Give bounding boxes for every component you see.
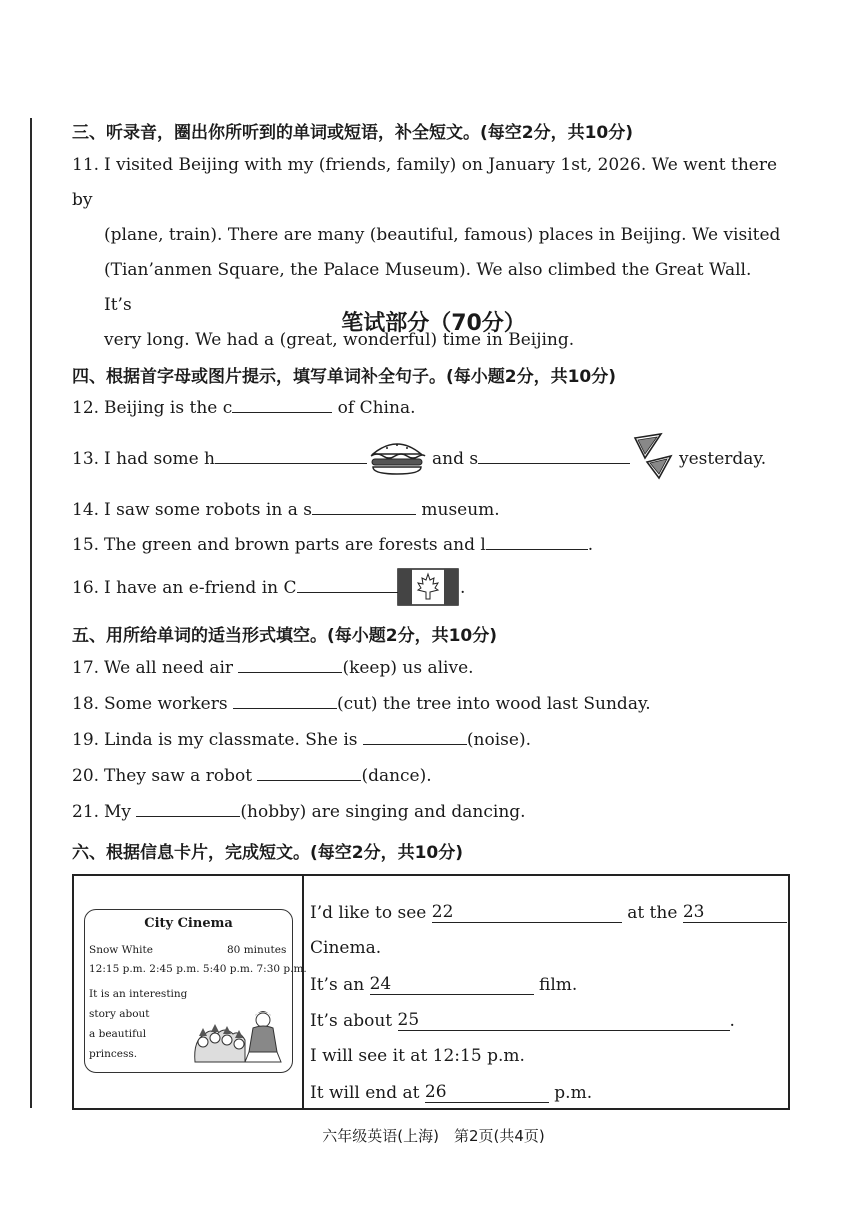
q16: [72, 578, 401, 598]
written-part-title: 笔试部分（70分）: [341, 311, 526, 336]
label-26: 26: [424, 1082, 447, 1102]
s3-text-b: film.: [538, 975, 578, 995]
cinema-info-card: [84, 909, 307, 1073]
q18-blank[interactable]: [233, 694, 337, 709]
q17-blank[interactable]: [238, 658, 342, 673]
table-divider: [302, 876, 304, 1108]
q15-blank[interactable]: [486, 535, 588, 550]
blank-23[interactable]: [683, 902, 787, 923]
q18-text-b: (cut) the tree into wood last Sunday.: [337, 694, 651, 714]
section4-heading: 四、根据首字母或图片提示，填写单词补全句子。(每小题2分，共10分): [72, 367, 617, 387]
card-duration: 80 minutes: [227, 944, 287, 956]
q16-number: 16.: [72, 578, 100, 598]
sandwich-icon: [631, 432, 675, 480]
q16-text-b: .: [460, 578, 466, 598]
q18-number: 18.: [72, 694, 100, 714]
info-card-table: [72, 874, 790, 1110]
q14-blank[interactable]: [312, 500, 416, 515]
card-film: Snow White: [89, 944, 153, 956]
q13-blank-2[interactable]: [478, 449, 630, 464]
q18-text-a: Some workers: [104, 694, 228, 714]
blank-22[interactable]: [432, 902, 622, 923]
s3-text-a: It’s an: [310, 975, 365, 995]
q11-number: 11.: [72, 155, 100, 175]
section5-heading: 五、用所给单词的适当形式填空。(每小题2分，共10分): [72, 626, 498, 646]
q17-text-a: We all need air: [104, 658, 234, 678]
card-desc-1: It is an interesting: [89, 988, 188, 1000]
s4-text-a: It’s about: [310, 1011, 393, 1031]
card-desc-4: princess.: [89, 1048, 138, 1060]
blank-26[interactable]: [425, 1082, 549, 1103]
q12-number: 12.: [72, 398, 100, 418]
q16-text-a: I have an e-friend in C: [104, 578, 297, 598]
q12: [72, 398, 415, 418]
q15: [72, 535, 593, 555]
s6-text-b: p.m.: [554, 1083, 593, 1103]
section6-heading: 六、根据信息卡片，完成短文。(每空2分，共10分): [72, 843, 464, 863]
margin-line: [30, 118, 32, 1108]
label-24: 24: [369, 974, 392, 994]
q20: [72, 766, 432, 786]
q13: [72, 449, 367, 469]
blank-24[interactable]: [370, 974, 534, 995]
q20-blank[interactable]: [257, 766, 361, 781]
q11-line-3: (Tian’anmen Square, the Palace Museum). We also climbed the Great Wall. It’s: [104, 260, 752, 315]
section3-heading: 三、听录音，圈出你所听到的单词或短语，补全短文。(每空2分，共10分): [72, 123, 634, 143]
s1-text-a: I’d like to see: [310, 903, 427, 923]
card-sentence-4: [310, 1010, 735, 1031]
q21-blank[interactable]: [136, 802, 240, 817]
q12-text-b: of China.: [337, 398, 416, 418]
q12-text-a: Beijing is the c: [104, 398, 233, 418]
q15-text-a: The green and brown parts are forests and l: [104, 535, 486, 555]
q17-number: 17.: [72, 658, 100, 678]
card-sentence-5: I will see it at 12:15 p.m.: [310, 1046, 525, 1066]
q21-number: 21.: [72, 802, 100, 822]
label-22: 22: [431, 902, 454, 922]
q11-line-1: [72, 148, 782, 218]
card-desc-2: story about: [89, 1008, 150, 1020]
card-sentence-3: [310, 974, 577, 995]
q13-text-b: and s: [432, 449, 479, 469]
card-sentence-1: [310, 902, 787, 923]
card-sentence-6: [310, 1082, 592, 1103]
q19: [72, 730, 531, 750]
blank-25[interactable]: [398, 1010, 730, 1031]
q20-number: 20.: [72, 766, 100, 786]
q20-text-a: They saw a robot: [104, 766, 253, 786]
q14-text-a: I saw some robots in a s: [104, 500, 312, 520]
canada-flag-icon: [397, 568, 459, 606]
card-times: 12:15 p.m. 2:45 p.m. 5:40 p.m. 7:30 p.m.: [89, 963, 307, 975]
q14: [72, 500, 500, 520]
q19-text-b: (noise).: [466, 730, 531, 750]
card-sentence-2: Cinema.: [310, 938, 382, 958]
hamburger-icon: [367, 438, 427, 476]
q13-text-a: I had some h: [104, 449, 215, 469]
snow-white-illustration: [185, 1000, 285, 1064]
q13-text-c: yesterday.: [679, 449, 767, 469]
q21-text-a: My: [104, 802, 132, 822]
q19-text-a: Linda is my classmate. She is: [104, 730, 358, 750]
q11-line-2: (plane, train). There are many (beautiful, famous) places in Beijing. We visited: [104, 225, 781, 245]
q20-text-b: (dance).: [361, 766, 432, 786]
label-25: 25: [397, 1010, 420, 1030]
q14-number: 14.: [72, 500, 100, 520]
q12-blank[interactable]: [232, 398, 332, 413]
q21-text-b: (hobby) are singing and dancing.: [240, 802, 526, 822]
q21: [72, 802, 526, 822]
q13-blank-1[interactable]: [215, 449, 367, 464]
q13-part-2: [432, 449, 630, 469]
q19-number: 19.: [72, 730, 100, 750]
q18: [72, 694, 651, 714]
page-footer: 六年级英语(上海) 第2页(共4页): [322, 1127, 545, 1145]
q16-blank[interactable]: [297, 578, 401, 593]
q11-text-1: I visited Beijing with my (friends, family) on January 1st, 2026. We went there by: [72, 155, 778, 210]
s1-text-b: at the: [627, 903, 678, 923]
q15-text-b: .: [587, 535, 594, 555]
q13-number: 13.: [72, 449, 100, 469]
q17: [72, 658, 474, 678]
label-23: 23: [682, 902, 705, 922]
q17-text-b: (keep) us alive.: [342, 658, 474, 678]
q14-text-b: museum.: [421, 500, 500, 520]
q11-line-4: very long. We had a (great, wonderful) time in Beijing.: [104, 330, 575, 350]
card-title: City Cinema: [144, 916, 233, 931]
q15-number: 15.: [72, 535, 100, 555]
s4-text-b: .: [729, 1011, 735, 1031]
q19-blank[interactable]: [363, 730, 467, 745]
s6-text-a: It will end at: [310, 1083, 420, 1103]
card-desc-3: a beautiful: [89, 1028, 147, 1040]
